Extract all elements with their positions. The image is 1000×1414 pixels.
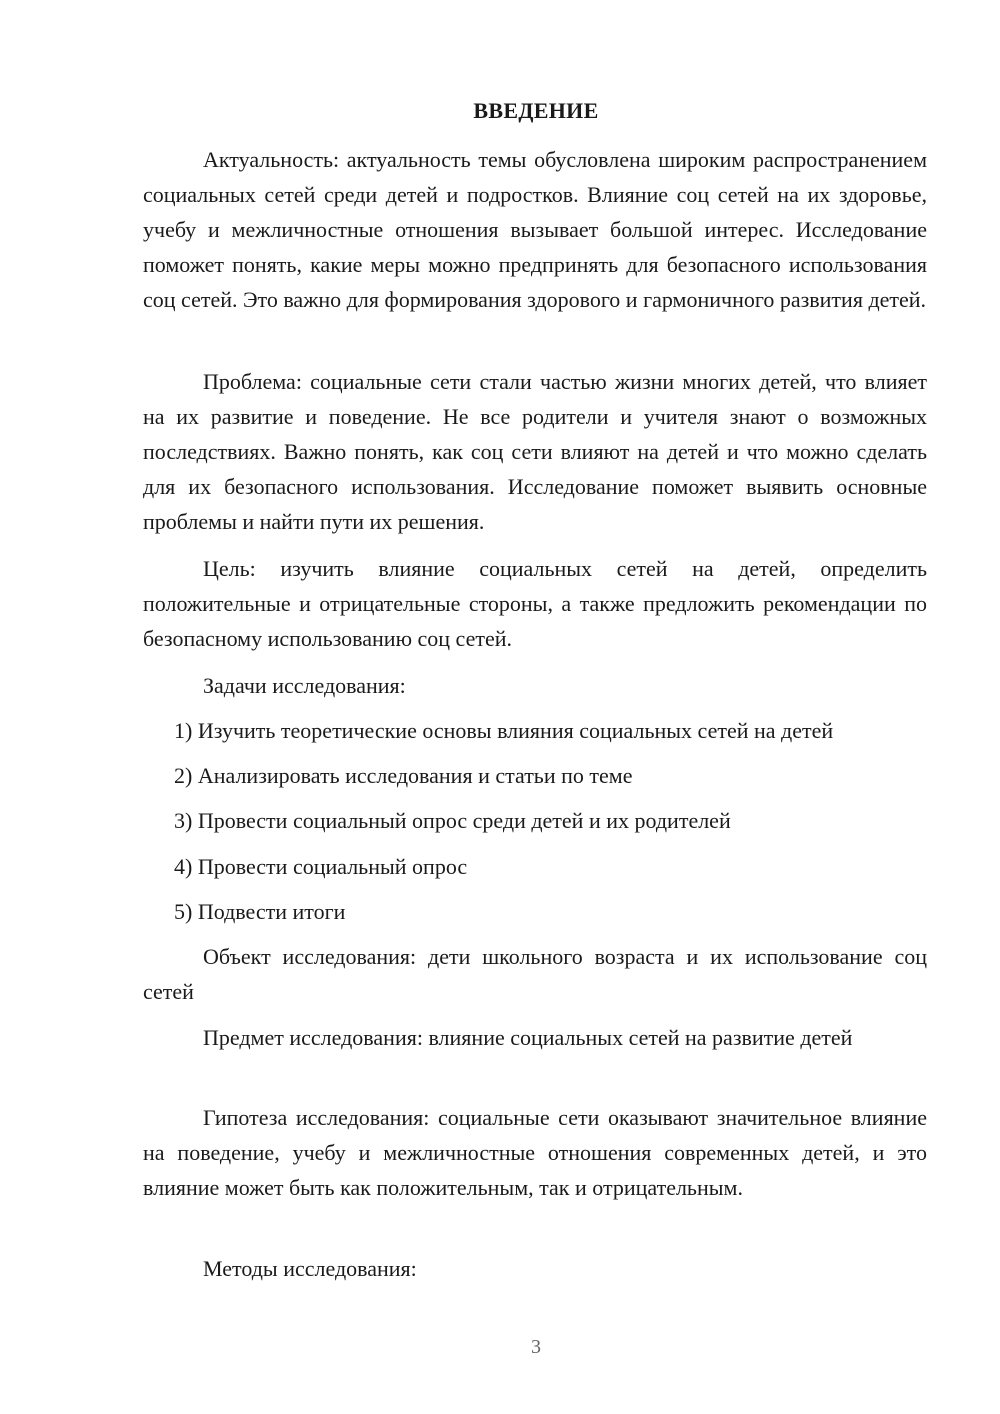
goal-paragraph: Цель: изучить влияние социальных сетей на детей, определить положительные и отрицательные стороны, а также предложить рекомендации по безопасному использованию соц сетей.	[143, 556, 927, 651]
list-item: 4) Провести социальный опрос	[174, 854, 468, 879]
subject-paragraph: Предмет исследования: влияние социальных сетей на развитие детей	[203, 1025, 853, 1050]
list-item: 5) Подвести итоги	[174, 899, 346, 924]
page-number: 3	[531, 1336, 541, 1358]
tasks-heading: Задачи исследования:	[203, 673, 406, 698]
list-item: 1) Изучить теоретические основы влияния социальных сетей на детей	[174, 718, 834, 743]
object-paragraph: Объект исследования: дети школьного возраста и их использование соц сетей	[143, 944, 927, 1004]
methods-heading: Методы исследования:	[203, 1256, 417, 1281]
page-title: ВВЕДЕНИЕ	[473, 98, 599, 123]
hypothesis-paragraph: Гипотеза исследования: социальные сети оказывают значительное влияние на поведение, учебу и межличностные отношения современных детей, и это влияние может быть как положительным, так и отрицательным.	[143, 1105, 927, 1200]
list-item: 3) Провести социальный опрос среди детей и их родителей	[174, 808, 731, 833]
problem-paragraph: Проблема: социальные сети стали частью жизни многих детей, что влияет на их развитие и поведение. Не все родители и учителя знают о возможных последствиях. Важно понять, как соц сети влияют на детей и что можно сделать для их безопасного использования. Исследование поможет выявить основные проблемы и найти пути их решения.	[143, 369, 927, 534]
list-item: 2) Анализировать исследования и статьи по теме	[174, 763, 633, 788]
relevance-paragraph: Актуальность: актуальность темы обусловлена широким распространением социальных сетей среди детей и подростков. Влияние соц сетей на их здоровье, учебу и межличностные отношения вызывает большой интерес. Исследование поможет понять, какие меры можно предпринять для безопасного использования соц сетей. Это важно для формирования здорового и гармоничного развития детей.	[143, 147, 927, 312]
